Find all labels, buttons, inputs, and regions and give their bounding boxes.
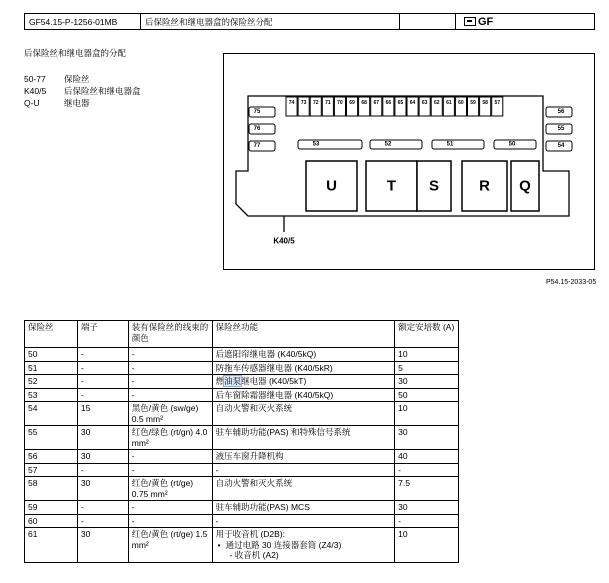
legend-row: K40/5 后保险丝和继电器盒 [24, 86, 141, 96]
fuse-label: 61 [446, 100, 452, 106]
cell-amps: 7.5 [395, 477, 459, 501]
cell-function: 自动火警和灭火系统 [212, 477, 395, 501]
cell-terminal: - [77, 375, 128, 389]
table-row [25, 463, 459, 477]
legend [24, 73, 141, 109]
cell-fuse: 50 [25, 348, 78, 362]
wire-color-text: 红色/黄色 (rt/ge) 0.75 mm² [131, 478, 194, 499]
fuse-label: 66 [385, 100, 392, 106]
fuse-label: 70 [337, 100, 343, 106]
fuse-label: 57 [494, 100, 501, 106]
wire-color-text: - [131, 451, 135, 461]
wire-color-text: - [131, 362, 135, 373]
fuse-label: 64 [409, 100, 416, 106]
fuse-label: 65 [397, 100, 404, 106]
cell-wire-color [128, 501, 212, 515]
wire-color-text: - [131, 389, 135, 400]
fuse-label: 72 [312, 100, 319, 106]
header-blank-cell [400, 14, 456, 29]
cell-amps: 30 [395, 501, 459, 515]
fuse-label: 54 [557, 143, 565, 149]
cell-function: 驻车辅助功能(PAS) 和特殊信号系统 [212, 426, 395, 450]
cell-amps: 10 [395, 348, 459, 362]
col-terminal: 端子 [77, 321, 128, 348]
cell-terminal: - [77, 388, 128, 402]
cell-terminal: - [77, 501, 128, 515]
fuse-label: 76 [253, 126, 261, 132]
table-row [25, 477, 459, 501]
cell-wire-color [128, 514, 212, 528]
cell-terminal: 15 [77, 402, 128, 426]
cell-function: - [212, 514, 395, 528]
cell-function: 后车窗除霜器继电器 (K40/5kQ) [212, 388, 395, 402]
wire-color-text: 红色/绿色 (rt/gn) 4.0 mm² [131, 427, 208, 448]
cell-terminal: 30 [77, 426, 128, 450]
cell-wire-color [128, 477, 212, 501]
cell-wire-color [128, 348, 212, 362]
fuse-label: 52 [384, 141, 392, 148]
cell-function [212, 528, 395, 563]
cell-function: 驻车辅助功能(PAS) MCS [212, 501, 395, 515]
col-function: 保险丝功能 [212, 321, 395, 348]
function-text: • 通过电路 30 连接器套筒 (Z4/3) [216, 540, 392, 551]
cell-amps: - [395, 514, 459, 528]
cell-fuse: 55 [25, 426, 78, 450]
section-subtitle: 后保险丝和继电器盒的分配 [24, 48, 127, 58]
cell-function: 自动火警和灭火系统 [212, 402, 395, 426]
cell-fuse: 58 [25, 477, 78, 501]
cell-wire-color [128, 375, 212, 389]
fuse-label: 53 [312, 141, 320, 148]
cell-terminal: - [77, 361, 128, 375]
cell-amps: - [395, 463, 459, 477]
table-row [25, 361, 459, 375]
fuse-label: 63 [421, 100, 428, 106]
fuse-label: 51 [446, 141, 454, 148]
table-header-row [25, 321, 459, 348]
function-text: 继电器 (K40/5kT) [241, 376, 307, 386]
cell-wire-color [128, 402, 212, 426]
cell-amps: 30 [395, 426, 459, 450]
wire-color-text: - [131, 349, 135, 359]
cell-amps: 50 [395, 388, 459, 402]
cell-terminal: - [77, 514, 128, 528]
cell-fuse: 56 [25, 450, 78, 464]
relay-label: U [326, 177, 337, 195]
cell-fuse: 51 [25, 361, 78, 375]
cell-fuse: 53 [25, 388, 78, 402]
table-row [25, 402, 459, 426]
fuse-table [24, 320, 459, 563]
wire-color-text: 黑色/黄色 (sw/ge) 0.5 mm² [131, 403, 199, 424]
cell-fuse: 54 [25, 402, 78, 426]
component-label: K40/5 [273, 236, 295, 246]
fuse-label: 74 [288, 100, 295, 106]
cell-wire-color [128, 463, 212, 477]
cell-wire-color [128, 426, 212, 450]
cell-function: - [212, 463, 395, 477]
table-row [25, 528, 459, 563]
wire-color-text: - [131, 502, 135, 512]
cell-function [212, 375, 395, 389]
cell-wire-color [128, 450, 212, 464]
cell-terminal: - [77, 463, 128, 477]
gf-badge [456, 14, 594, 29]
fuse-label: 58 [482, 100, 488, 106]
table-row [25, 375, 459, 389]
relay-label: Q [519, 177, 531, 195]
gf-label: GF [478, 15, 494, 28]
relay-label: R [479, 177, 490, 195]
cell-function: 防拖车传感器继电器 (K40/5kR) [212, 361, 395, 375]
relay-label: S [428, 177, 440, 195]
cell-fuse: 59 [25, 501, 78, 515]
function-text: 燃 [215, 376, 225, 386]
cell-wire-color [128, 361, 212, 375]
wire-color-text: 红色/黄色 (rt/ge) 1.5 mm² [131, 529, 208, 550]
cell-fuse: 61 [25, 528, 78, 563]
cell-wire-color [128, 528, 212, 563]
table-row [25, 388, 459, 402]
fuse-slot [432, 140, 484, 149]
cell-terminal: - [77, 348, 128, 362]
fuse-label: 56 [557, 109, 565, 115]
function-text: - 收音机 (A2) [229, 550, 279, 560]
highlighted-text: 油泵 [224, 376, 242, 386]
document-icon [464, 17, 476, 26]
doc-id: GF54.15-P-1256-01MB [25, 14, 141, 29]
fuse-box-drawing [224, 54, 596, 271]
fuse-label: 69 [349, 100, 355, 106]
table-row [25, 450, 459, 464]
col-amps: 额定安培数 (A) [395, 321, 459, 348]
legend-row: 50-77 保险丝 [24, 74, 90, 84]
fuse-label: 59 [470, 100, 476, 106]
table-row [25, 514, 459, 528]
function-text: 用于收音机 (D2B): [215, 529, 285, 539]
table-row [25, 501, 459, 515]
figure-reference: P54.15-2033-05 [546, 279, 597, 286]
cell-fuse: 52 [25, 375, 78, 389]
cell-fuse: 60 [25, 514, 78, 528]
wire-color-text: - [131, 464, 135, 475]
cell-fuse: 57 [25, 463, 78, 477]
wire-color-text: - [131, 515, 135, 526]
doc-title: 后保险丝和继电器盒的保险丝分配 [141, 14, 400, 29]
fuse-label: 55 [557, 126, 565, 132]
cell-amps: 5 [395, 361, 459, 375]
fuse-label: 60 [458, 100, 464, 106]
wire-color-text: - [131, 376, 135, 386]
col-wire-color: 装有保险丝的线束的颜色 [128, 321, 212, 348]
fuse-label: 73 [300, 100, 307, 106]
cell-terminal: 30 [77, 450, 128, 464]
fuse-label: 71 [325, 100, 331, 106]
fuse-slot [298, 140, 362, 149]
fuse-label: 62 [433, 100, 440, 106]
table-row [25, 348, 459, 362]
cell-wire-color [128, 388, 212, 402]
relay-label: T [386, 177, 397, 195]
fuse-label: 50 [508, 141, 516, 148]
fuse-slot [370, 140, 422, 149]
fuse-label: 68 [361, 100, 367, 106]
cell-amps: 30 [395, 375, 459, 389]
col-fuse: 保险丝 [25, 321, 78, 348]
fuse-label: 75 [253, 109, 261, 115]
cell-function: 后遮阳帘继电器 (K40/5kQ) [212, 348, 395, 362]
cell-function: 液压车窗升降机构 [212, 450, 395, 464]
cell-amps: 10 [395, 528, 459, 563]
cell-terminal: 30 [77, 528, 128, 563]
cell-terminal: 30 [77, 477, 128, 501]
cell-amps: 40 [395, 450, 459, 464]
fuse-box-diagram [223, 53, 595, 270]
fuse-label: 77 [253, 143, 261, 149]
legend-row: Q-U 继电器 [24, 98, 90, 108]
table-row [25, 426, 459, 450]
cell-amps: 10 [395, 402, 459, 426]
document-header [24, 13, 595, 30]
fuse-label: 67 [373, 100, 380, 106]
